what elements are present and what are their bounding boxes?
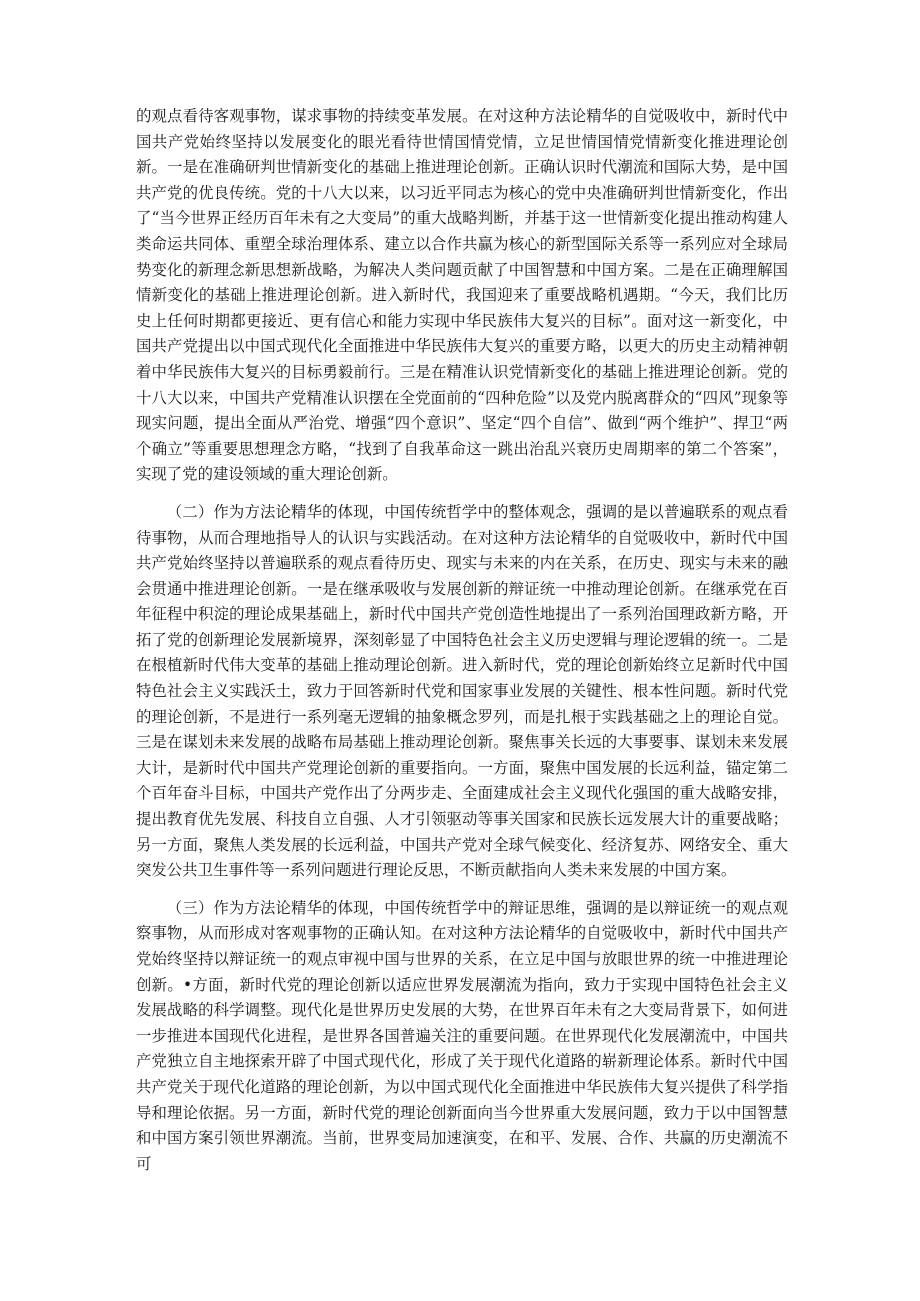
paragraph-2: （二）作为方法论精华的体现，中国传统哲学中的整体观念，强调的是以普遍联系的观点看待事物，从而合理地指导人的认识与实践活动。在对这种方法论精华的自觉吸收中，新时代中国共产党始终坚持以普遍联系的观点看待历史、现实与未来的内在关系，在历史、现实与未来的融会贯通中推进理论创新。一是在继承吸收与发展创新的辩证统一中推动理论创新。在继承党在百年征程中积淀的理论成果基础上，新时代中国共产党创造性地提出了一系列治国理政新方略，开拓了党的创新理论发展新境界，深刻彰显了中国特色社会主义历史逻辑与理论逻辑的统一。二是在根植新时代伟大变革的基础上推动理论创新。进入新时代，党的理论创新始终立足新时代中国特色社会主义实践沃土，致力于回答新时代党和国家事业发展的关键性、根本性问题。新时代党的理论创新，不是进行一系列毫无逻辑的抽象概念罗列，而是扎根于实践基础之上的理论自觉。三是在谋划未来发展的战略布局基础上推动理论创新。聚焦事关长远的大事要事、谋划未来发展大计，是新时代中国共产党理论创新的重要指向。一方面，聚焦中国发展的长远利益，锚定第二个百年奋斗目标，中国共产党作出了分两步走、全面建成社会主义现代化强国的重大战略安排，提出教育优先发展、科技自立自强、人才引领驱动等事关国家和民族长远发展大计的重要战略；另一方面，聚焦人类发展的长远利益，中国共产党对全球气候变化、经济复苏、网络安全、重大突发公共卫生事件等一系列问题进行理论反思，不断贡献指向人类未来发展的中国方案。: [136, 502, 788, 880]
document-page: [136, 104, 788, 1177]
paragraph-1: 的观点看待客观事物，谋求事物的持续变革发展。在对这种方法论精华的自觉吸收中，新时代中国共产党始终坚持以发展变化的眼光看待世情国情党情，立足世情国情党情新变化推进理论创新。一是在准确研判世情新变化的基础上推进理论创新。正确认识时代潮流和国际大势，是中国共产党的优良传统。党的十八大以来，以习近平同志为核心的党中央准确研判世情新变化，作出了“当今世界正经历百年未有之大变局”的重大战略判断，并基于这一世情新变化提出推动构建人类命运共同体、重塑全球治理体系、建立以合作共赢为核心的新型国际关系等一系列应对全球局势变化的新理念新思想新战略，为解决人类问题贡献了中国智慧和中国方案。二是在正确理解国情新变化的基础上推进理论创新。进入新时代，我国迎来了重要战略机遇期。“今天，我们比历史上任何时期都更接近、更有信心和能力实现中华民族伟大复兴的目标”。面对这一新变化，中国共产党提出以中国式现代化全面推进中华民族伟大复兴的重要方略，以更大的历史主动精神朝着中华民族伟大复兴的目标勇毅前行。三是在精准认识党情新变化的基础上推进理论创新。党的十八大以来，中国共产党精准认识摆在全党面前的“四种危险”以及党内脱离群众的“四风”现象等现实问题，提出全面从严治党、增强“四个意识”、坚定“四个自信”、做到“两个维护”、捍卫“两个确立”等重要思想理念方略，“找到了自我革命这一跳出治乱兴衰历史周期率的第二个答案”，实现了党的建设领域的重大理论创新。: [136, 107, 788, 484]
paragraph-3: （三）作为方法论精华的体现，中国传统哲学中的辩证思维，强调的是以辩证统一的观点观察事物，从而形成对客观事物的正确认知。在对这种方法论精华的自觉吸收中，新时代中国共产党始终坚持以辩证统一的观点审视中国与世界的关系，在立足中国与放眼世界的统一中推进理论创新。•方面，新时代党的理论创新以适应世界发展潮流为指向，致力于实现中国特色社会主义发展战略的科学调整。现代化是世界历史发展的大势，在世界百年未有之大变局背景下，如何进一步推进本国现代化进程，是世界各国普遍关注的重要问题。在世界现代化发展潮流中，中国共产党独立自主地探索开辟了中国式现代化，形成了关于现代化道路的崭新理论体系。新时代中国共产党关于现代化道路的理论创新，为以中国式现代化全面推进中华民族伟大复兴提供了科学指导和理论依据。另一方面，新时代党的理论创新面向当今世界重大发展问题，致力于以中国智慧和中国方案引领世界潮流。当前，世界变局加速演变，在和平、发展、合作、共赢的历史潮流不可: [136, 898, 788, 1173]
